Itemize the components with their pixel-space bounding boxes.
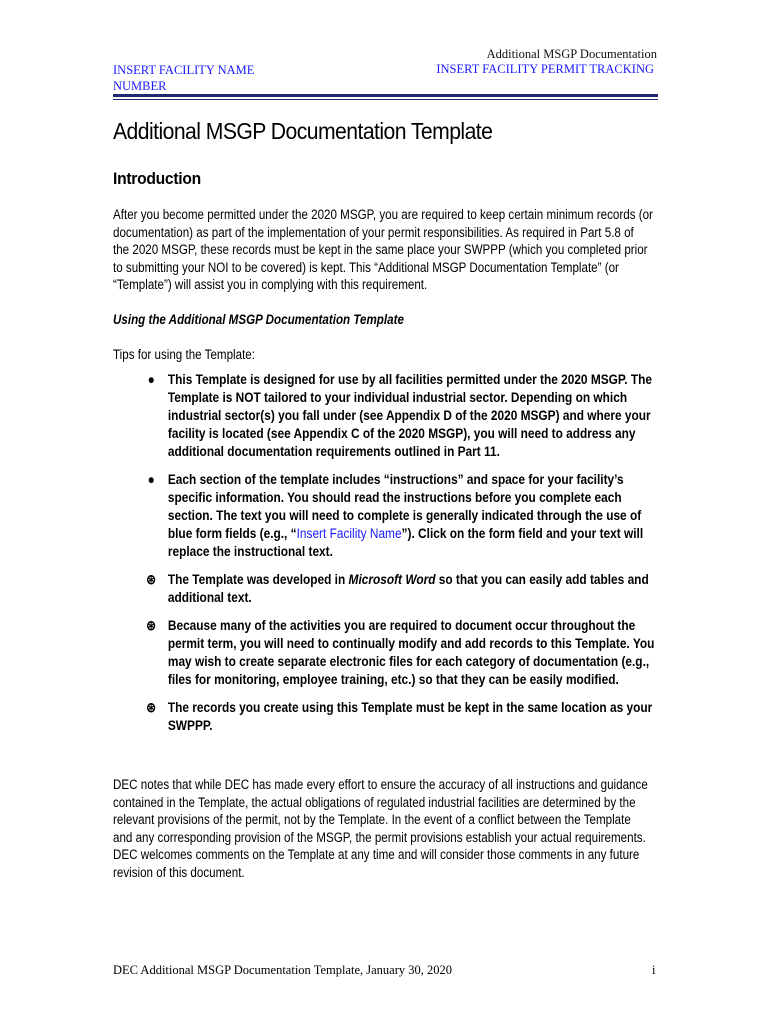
header-facility-field[interactable]	[113, 62, 313, 94]
tip-item-2	[145, 471, 661, 561]
tips-label: Tips for using the Template:	[113, 347, 255, 362]
header-doc-name: Additional MSGP Documentation	[486, 47, 657, 61]
facility-name-field[interactable]: INSERT FACILITY NAME	[113, 63, 255, 77]
permit-tracking-field[interactable]: INSERT FACILITY PERMIT TRACKING	[436, 62, 654, 76]
disclaimer-paragraph: DEC notes that while DEC has made every effort to ensure the accuracy of all instructions and guidance contained in the Template, the actual obligations of regulated industrial facilities are determined by the relevant provisions of the permit, not by the Template. In the event of a conflict between the Template and any corresponding provision of the MSGP, the permit provisions establish your actual requirements. DEC welcomes comments on the Template at any time and will consider those comments in any future revision of this document.	[113, 777, 648, 880]
tip-item-4	[145, 617, 661, 689]
introduction-heading: Introduction	[113, 169, 201, 188]
tip-text: Because many of the activities you are required to document occur throughout the permit term, you will need to continually modify and add records to this Template. You may wish to create separate electronic files for each category of documentation (e.g., files for monitoring, employee training, etc.) so that they can be easily modified.	[167, 618, 655, 687]
number-field[interactable]: NUMBER	[113, 79, 167, 93]
tip-emphasis: Microsoft Word	[348, 572, 436, 587]
header-rule-thick	[113, 94, 658, 97]
using-template-subheading: Using the Additional MSGP Documentation Template	[113, 312, 404, 327]
footer-page-number: i	[652, 963, 656, 977]
bullet-icon: ●	[147, 372, 155, 387]
tip-text: Each section of the template includes “instructions” and space for your facility’s specific information. You should read the instructions before you complete each section. The text you will need to complete is generally indicated through the use of blue form fields (e.g., “	[167, 472, 642, 541]
tip-text: The Template was developed in	[167, 572, 349, 587]
tip-text: so that you can easily add tables and additional text.	[167, 572, 649, 605]
tip-text: ”). Click on the form field and your text will replace the instructional text.	[167, 526, 644, 559]
bullet-icon: ⊛	[146, 572, 157, 587]
introduction-paragraph: After you become permitted under the 2020 MSGP, you are required to keep certain minimum records (or documentation) as part of the implementation of your permit responsibilities. As required in Part 5.8 of the 2020 MSGP, these records must be kept in the same place your SWPPP (which you completed prior to submitting your NOI to be covered) is kept. This “Additional MSGP Documentation Template” (or “Template”) will assist you in complying with this requirement.	[113, 207, 653, 292]
tip-item-1	[145, 371, 661, 461]
tip-text: This Template is designed for use by all facilities permitted under the 2020 MSGP. The Template is NOT tailored to your individual industrial sector. Depending on which industrial sector(s) you fall under (see Appendix D of the 2020 MSGP) and where your facility is located (see Appendix C of the 2020 MSGP), you will need to address any additional documentation requirements outlined in Part 11.	[167, 372, 653, 459]
footer-text: DEC Additional MSGP Documentation Template, January 30, 2020	[113, 963, 453, 977]
tips-list	[145, 371, 725, 745]
bullet-icon: ⊛	[146, 618, 157, 633]
tip-item-5	[145, 699, 661, 735]
bullet-icon: ⊛	[146, 700, 157, 715]
document-title: Additional MSGP Documentation Template	[113, 118, 493, 144]
header-rule-thin	[113, 99, 658, 100]
bullet-icon: ●	[147, 472, 155, 487]
tip-item-3	[145, 571, 661, 607]
tip-text: The records you create using this Template must be kept in the same location as your SWPPP.	[167, 700, 653, 733]
insert-facility-name-field[interactable]: Insert Facility Name	[296, 526, 402, 541]
